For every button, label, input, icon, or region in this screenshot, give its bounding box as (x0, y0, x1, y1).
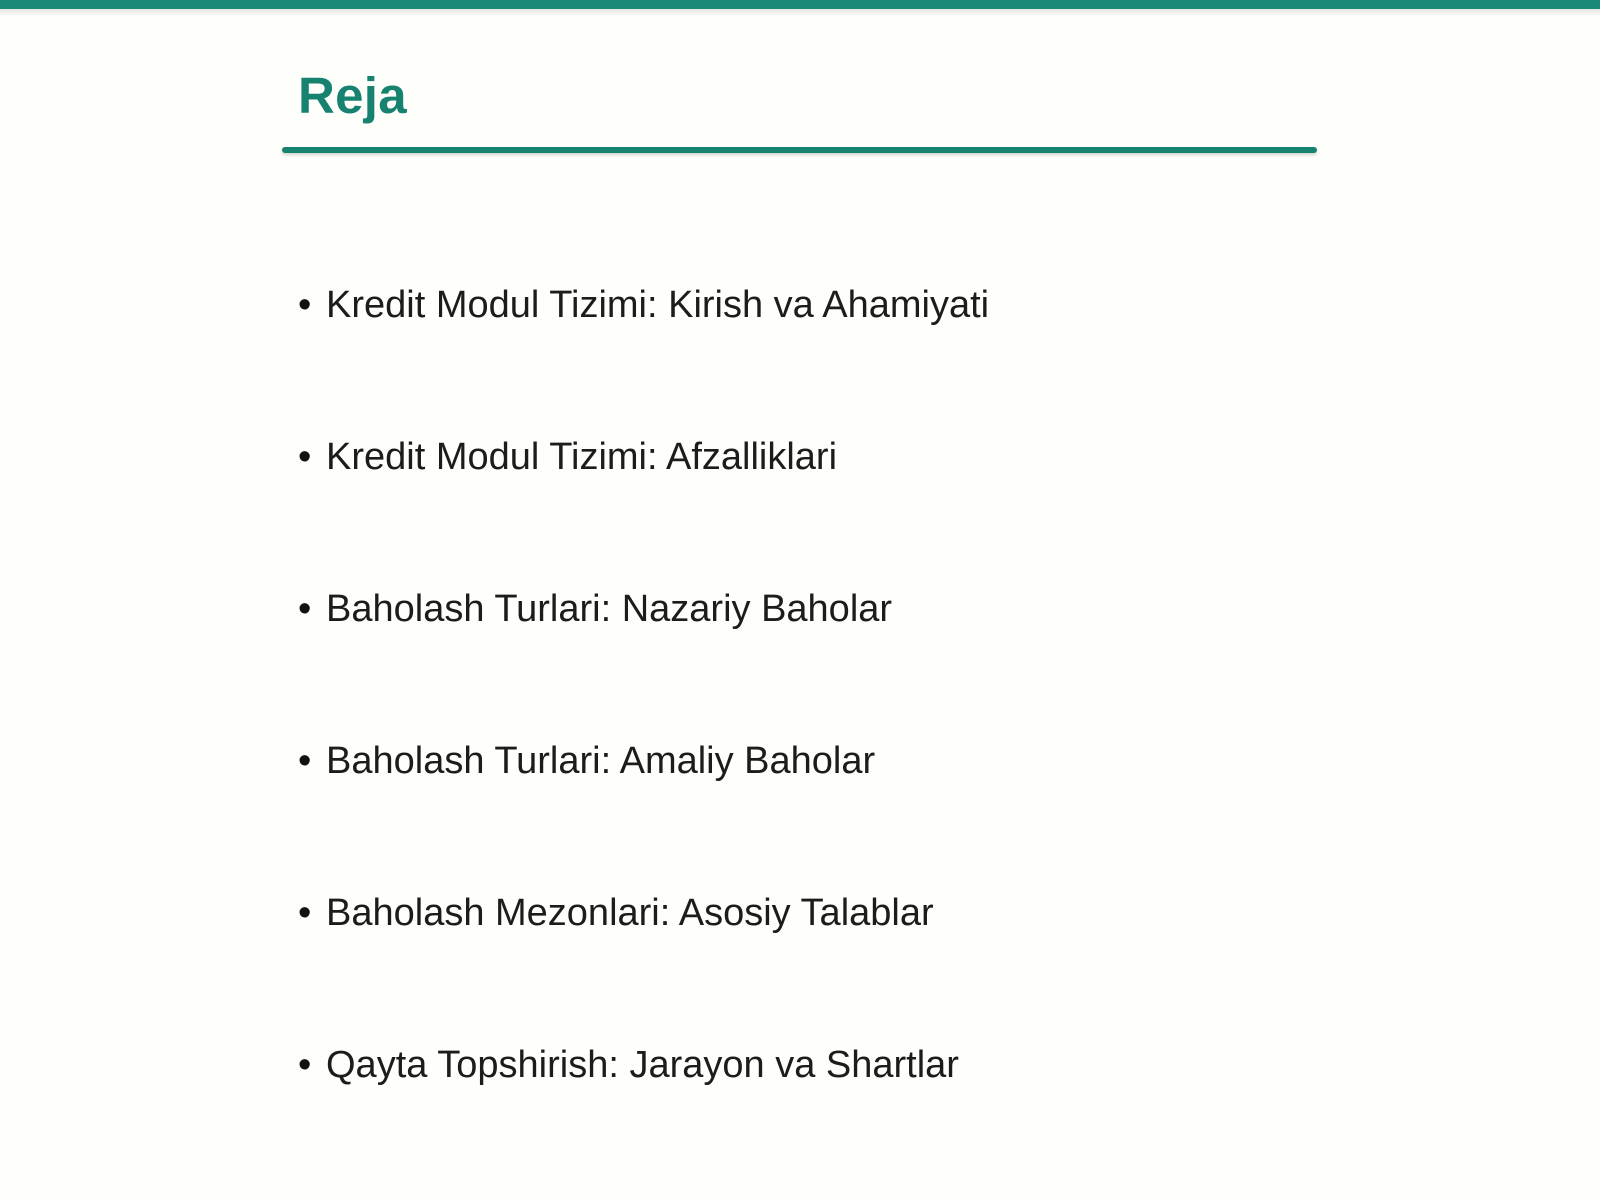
agenda-item (298, 738, 875, 784)
agenda-item (298, 282, 989, 328)
bullet-icon: • (298, 892, 312, 934)
top-bar-shadow (0, 9, 1600, 17)
agenda-item-text: Kredit Modul Tizimi: Afzalliklari (326, 436, 838, 478)
title-underline (282, 147, 1317, 153)
bullet-icon: • (298, 1044, 312, 1086)
agenda-item-text: Qayta Topshirish: Jarayon va Shartlar (326, 1044, 959, 1086)
agenda-item (298, 434, 837, 480)
agenda-item (298, 890, 934, 936)
bullet-icon: • (298, 740, 312, 782)
bullet-icon: • (298, 284, 312, 326)
bullet-icon: • (298, 588, 312, 630)
agenda-item-text: Baholash Mezonlari: Asosiy Talablar (326, 892, 934, 934)
bullet-icon: • (298, 436, 312, 478)
top-accent-bar (0, 0, 1600, 9)
agenda-item-text: Kredit Modul Tizimi: Kirish va Ahamiyati (326, 284, 990, 326)
agenda-item (298, 586, 892, 632)
agenda-item (298, 1042, 959, 1088)
agenda-item-text: Baholash Turlari: Nazariy Baholar (326, 588, 893, 630)
agenda-item-text: Baholash Turlari: Amaliy Baholar (326, 740, 876, 782)
slide-title: Reja (298, 67, 407, 124)
